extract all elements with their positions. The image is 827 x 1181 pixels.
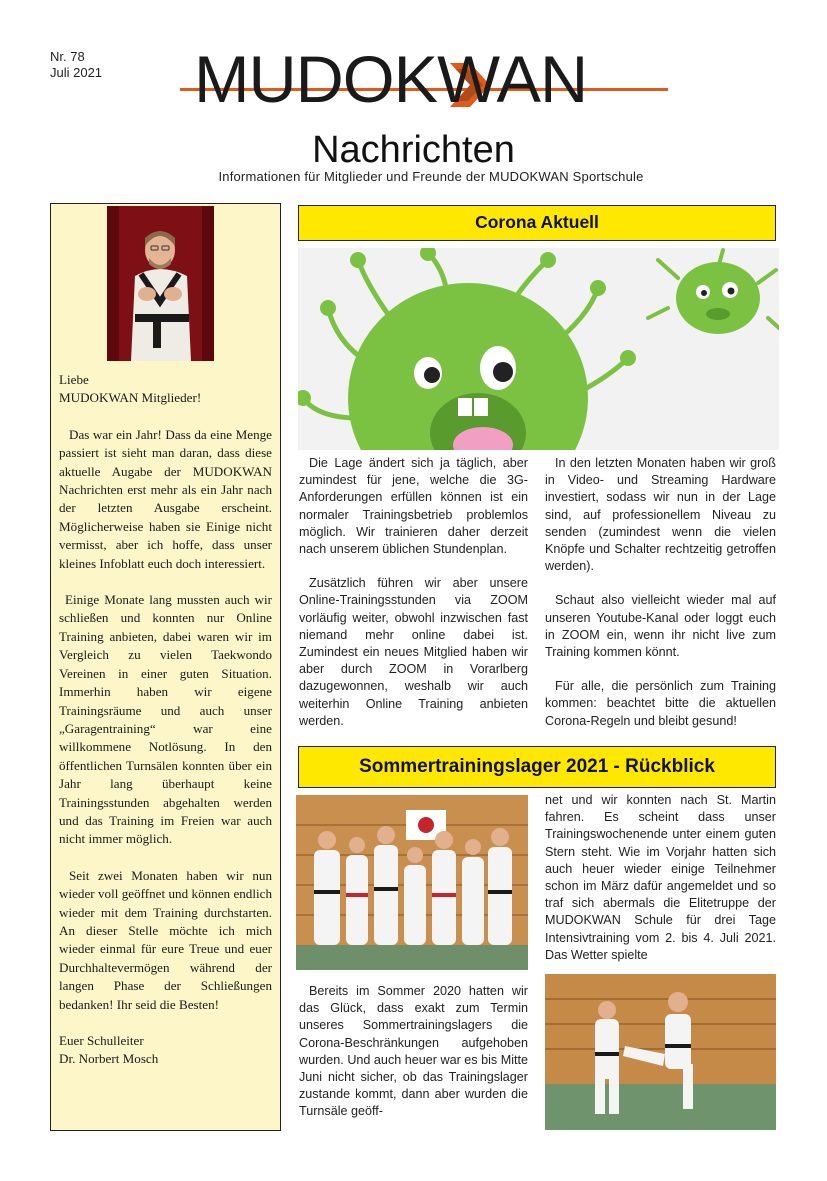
corona-left-paragraph-2: Zusätzlich führen wir aber unsere Online-Trainingsstunden via ZOOM vorläufig weiter, obwohl inzwischen fast niemand mehr online dabei ist. Zumindest ein neues Mitglied haben wir aber durch ZOOM in Vorarlberg dazugewonnen, weshalb wir auch weiterhin Online Training anbieten werden. [299, 576, 528, 728]
letter-greeting-line-1: Liebe [59, 372, 89, 387]
letter-paragraph-2: Einige Monate lang mussten auch wir schließen und konnten nur Online Training anbieten, dabei waren wir im Vergleich zu vielen Taekwondo Vereinen in einer guten Situation. Immerhin haben wir eigene Trainingsräume und auch unser „Garagentraining“ war eine willkommene Notlösung. In den öffentlichen Turnsälen konnten über ein Jahr lang überhaupt keine Trainingsstunden abgehalten werden und das Training im Freien war auch nicht immer möglich. [59, 592, 272, 847]
camp-right-column [545, 792, 776, 964]
corona-right-paragraph-2: Schaut also vielleicht wieder mal auf unseren Youtube-Kanal oder loggt euch in ZOOM ein, wenn ihr nicht live zum Training kommen könnt. [545, 593, 776, 660]
letter-greeting-line-2: MUDOKWAN Mitglieder! [59, 390, 202, 406]
letter-paragraph-1: Das war ein Jahr! Dass da eine Menge passiert ist sieht man daran, dass diese aktuelle Augabe der MUDOKWAN Nachrichten erst mehr als ein Jahr nach der letzten Ausgabe erscheint. Möglicherweise haben sie Einige nicht vermisst, aber ich hoffe, dass unser kleines Infoblatt euch doch interessiert. [59, 426, 272, 571]
corona-section-heading: Corona Aktuell [298, 205, 776, 241]
editor-letter-box [50, 203, 281, 1131]
camp-section-heading: Sommertrainingslager 2021 - Rückblick [298, 746, 776, 788]
issue-info [50, 49, 102, 81]
logo-text: MUDOKWAN [194, 42, 588, 116]
issue-date: Juli 2021 [50, 65, 103, 80]
sparring-photo [545, 974, 776, 1130]
issue-number: Nr. 78 [50, 49, 85, 64]
newsletter-tagline: Informationen für Mitglieder und Freunde der MUDOKWAN Sportschule [218, 169, 644, 184]
portrait-photo [107, 206, 214, 361]
newsletter-title: Nachrichten [312, 129, 515, 171]
virus-illustration [298, 248, 779, 450]
letter-paragraph-3: Seit zwei Monaten haben wir nun wieder voll geöffnet und können endlich wieder mit dem Training durchstarten. An dieser Stelle möchte ich mich wieder einmal für eure Treue und euer Durchhaltevermögen während der langen Phase der Schließungen bedanken! Ihr seid die Besten! [59, 867, 272, 1012]
corona-right-paragraph-1: In den letzten Monaten haben wir groß in Video- und Streaming Hardware investiert, sodass wir nun in der Lage sind, auf professionellem Niveau zu senden (zumindest wenn die vielen Knöpfe und Schalter rechtzeitig getroffen werden). [545, 456, 776, 574]
mudokwan-logo [180, 42, 672, 127]
camp-left-column [299, 983, 528, 1121]
letter-signoff-line-2: Dr. Norbert Mosch [59, 1051, 159, 1067]
corona-right-column [545, 455, 776, 730]
group-photo [296, 795, 528, 970]
camp-right-paragraph-1: net und wir konnten nach St. Martin fahren. Es scheint dass unser Trainingswochenende unter einem guten Stern steht. Wie im Vorjahr hatten sich auch heuer wieder einige Teilnehmer schon im März dafür angemeldet und so traf sich abermals die Elitetruppe der MUDOKWAN Schule für drei Tage Intensivtraining vom 2. bis 4. Juli 2021. Das Wetter spielte [545, 793, 776, 962]
editor-letter-text [59, 371, 272, 1069]
camp-left-paragraph-1: Bereits im Sommer 2020 hatten wir das Glück, dass exakt zum Termin unseres Sommertrainingslagers die Corona-Beschränkungen aufgehoben wurden. Und auch heuer war es bis Mitte Juni nicht sicher, ob das Trainingslager zustande kommt, dann aber wurden die Turnsäle geöff- [299, 984, 528, 1119]
letter-signoff-line-1: Euer Schulleiter [59, 1033, 144, 1048]
corona-left-paragraph-1: Die Lage ändert sich ja täglich, aber zumindest für jene, welche die 3G-Anforderungen erfüllen können ist ein normaler Trainingsbetrieb problemlos möglich. Wir trainieren daher derzeit nach unserem üblichen Stundenplan. [299, 456, 528, 557]
corona-left-column [299, 455, 528, 730]
corona-right-paragraph-3: Für alle, die persönlich zum Training kommen: beachtet bitte die aktuellen Corona-Regeln und bleibt gesund! [545, 679, 776, 728]
